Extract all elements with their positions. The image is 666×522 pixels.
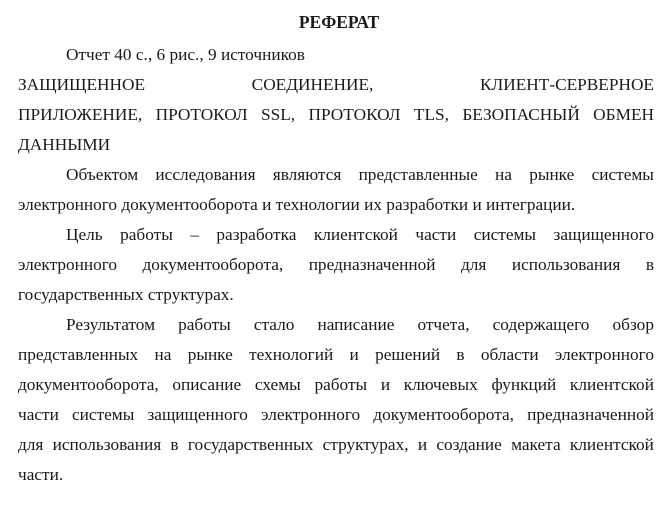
word: в [170, 435, 179, 454]
word: использования [52, 435, 162, 454]
word: описание [172, 375, 242, 394]
paragraph-line [18, 160, 654, 190]
word: структурах, [322, 435, 409, 454]
keyword-word: КЛИЕНТ-СЕРВЕРНОЕ [480, 75, 654, 94]
word: области [480, 345, 539, 364]
word: для [461, 255, 487, 274]
word: представленные [358, 165, 478, 184]
word: разработка [216, 225, 297, 244]
word: работы [120, 225, 173, 244]
word: схемы [254, 375, 301, 394]
document-title: РЕФЕРАТ [298, 12, 380, 32]
paragraph-line [18, 400, 654, 430]
word: функций [491, 375, 557, 394]
word: клиентской [569, 435, 654, 454]
word: системы [473, 225, 537, 244]
keyword-word: ПРОТОКОЛ [308, 105, 401, 124]
word: создание [436, 435, 502, 454]
word: и [417, 435, 428, 454]
word: защищенного [147, 405, 248, 424]
word: клиентской [313, 225, 398, 244]
word: работы [178, 315, 231, 334]
word: документооборота, [373, 405, 514, 424]
keyword-word: ОБМЕН [593, 105, 654, 124]
word: и [380, 375, 391, 394]
keyword-word: ПРИЛОЖЕНИЕ, [18, 105, 143, 124]
word: Цель [66, 225, 103, 244]
paragraph-object [18, 160, 654, 220]
paragraph-line: государственных структурах. [18, 285, 234, 304]
paragraph-goal [18, 220, 654, 310]
word: электронного [18, 255, 118, 274]
word: в [645, 255, 654, 274]
word: системы [71, 405, 135, 424]
word: предназначенной [308, 255, 436, 274]
paragraph-line [18, 340, 654, 370]
word: обзор [612, 315, 654, 334]
paragraph-result [18, 310, 654, 490]
word: предназначенной [527, 405, 654, 424]
keyword-word: ПРОТОКОЛ [155, 105, 248, 124]
word: работы [314, 375, 368, 394]
keywords-line-1 [18, 70, 654, 100]
keyword-word: SSL, [261, 105, 296, 124]
keywords-line-2 [18, 100, 654, 130]
word: защищенного [553, 225, 654, 244]
word: рынке [187, 345, 233, 364]
paragraph-line: части. [18, 465, 64, 484]
report-summary: Отчет 40 с., 6 рис., 9 источников [66, 45, 305, 64]
word: макета [511, 435, 561, 454]
word: системы [591, 165, 654, 184]
word: написание [317, 315, 395, 334]
word: представленных [18, 345, 139, 364]
keyword-word: БЕЗОПАСНЫЙ [462, 105, 580, 124]
word: документооборота, [142, 255, 284, 274]
paragraph-line [18, 250, 654, 280]
word: электронного [554, 345, 654, 364]
keywords-line-3: ДАННЫМИ [18, 135, 111, 154]
word: Объектом [66, 165, 139, 184]
word: части [18, 405, 59, 424]
word: исследования [155, 165, 256, 184]
word: документооборота, [18, 375, 159, 394]
word: и [349, 345, 359, 364]
word: являются [272, 165, 342, 184]
keyword-word: ЗАЩИЩЕННОЕ [18, 75, 146, 94]
word: технологий [249, 345, 334, 364]
word: решений [375, 345, 441, 364]
keywords-block [18, 70, 654, 160]
word: для [18, 435, 44, 454]
paragraph-line: электронного документооборота и технологии их разработки и интеграции. [18, 195, 576, 214]
word: государственных [187, 435, 314, 454]
word: на [154, 345, 172, 364]
keyword-word: СОЕДИНЕНИЕ, [251, 75, 374, 94]
word: Результатом [66, 315, 156, 334]
word: в [456, 345, 465, 364]
word: электронного [261, 405, 361, 424]
word: использования [511, 255, 621, 274]
paragraph-line [18, 370, 654, 400]
word: – [190, 225, 199, 244]
word: рынке [529, 165, 575, 184]
word: части [415, 225, 457, 244]
paragraph-line [18, 430, 654, 460]
keyword-word: TLS, [413, 105, 449, 124]
word: стало [253, 315, 295, 334]
word: содержащего [492, 315, 590, 334]
paragraph-line [18, 220, 654, 250]
word: на [495, 165, 512, 184]
paragraph-line [18, 310, 654, 340]
word: клиентской [569, 375, 654, 394]
word: ключевых [403, 375, 478, 394]
word: отчета, [417, 315, 470, 334]
